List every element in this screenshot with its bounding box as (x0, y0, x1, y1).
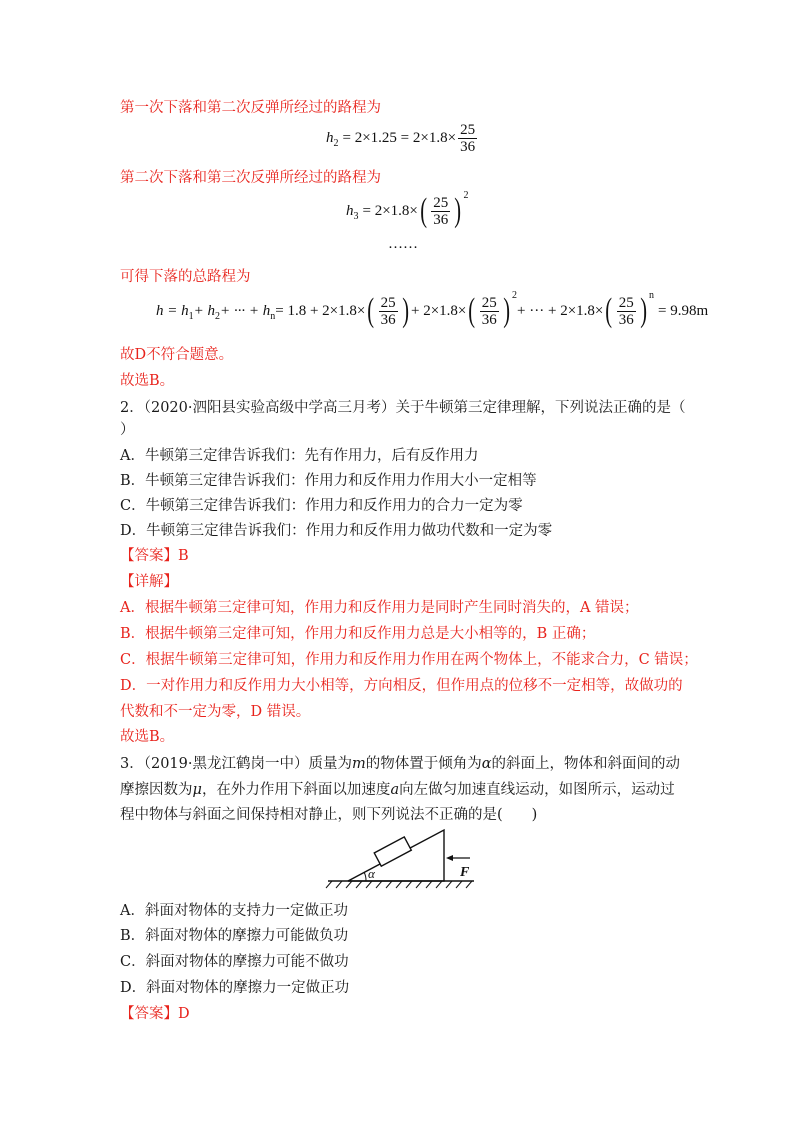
eq-sub: n (270, 310, 276, 322)
solution-conclusion: 故选B。 (120, 373, 175, 389)
option-d: D．斜面对物体的摩擦力一定做正功 (120, 980, 350, 996)
option-c: C．斜面对物体的摩擦力可能不做功 (120, 954, 349, 970)
option-c: C．牛顿第三定律告诉我们：作用力和反作用力的合力一定为零 (120, 498, 523, 514)
stem-text: ，在外力作用下斜面以加速度 (201, 782, 391, 798)
eq-body: = 2×1.25 = 2×1.8× (342, 130, 457, 146)
var-m: m (352, 756, 366, 772)
eq-body: = 2×1.8× (362, 202, 418, 219)
eq-result: = 9.98m (658, 302, 709, 319)
eq-sub: 2 (333, 138, 339, 149)
stem-text: 向左做匀加速直线运动，如图所示，运动过 (399, 782, 675, 798)
detail-line: B．根据牛顿第三定律可知，作用力和反作用力总是大小相等的，B 正确； (120, 626, 596, 642)
question-3-stem-line1 (120, 752, 680, 773)
eq-var: h (326, 130, 334, 146)
option-a: A．斜面对物体的支持力一定做正功 (120, 903, 348, 919)
eq-sub: 2 (215, 310, 220, 322)
paren-right: ) (401, 292, 409, 329)
exponent: n (649, 289, 655, 301)
detail-line: A．根据牛顿第三定律可知，作用力和反作用力是同时产生同时消失的，A 错误； (120, 600, 639, 616)
numerator: 25 (433, 194, 449, 211)
paren-left: ( (420, 192, 427, 229)
option-d: D．牛顿第三定律告诉我们：作用力和反作用力做功代数和一定为零 (120, 523, 553, 539)
detail-line: C．根据牛顿第三定律可知，作用力和反作用力作用在两个物体上，不能求合力，C 错误； (120, 652, 698, 668)
fraction (617, 295, 636, 328)
fraction (431, 195, 450, 228)
solution-text: 第一次下落和第二次反弹所经过的路程为 (120, 100, 381, 116)
detail-tag: 【详解】 (120, 574, 178, 590)
answer-line (120, 544, 189, 565)
numerator: 25 (481, 294, 497, 311)
eq-part: + ··· + 2×1.8× (517, 302, 604, 319)
denominator: 36 (618, 311, 634, 328)
incline-figure (322, 826, 482, 892)
detail-line: D．一对作用力和反作用力大小相等，方向相反，但作用点的位移不一定相等，故做功的 (120, 678, 683, 694)
ellipsis: …… (388, 236, 418, 252)
option-a: A．牛顿第三定律告诉我们：先有作用力，后有反作用力 (120, 448, 479, 464)
answer-value: B (178, 548, 189, 564)
ground-hatch (326, 881, 472, 888)
denominator: 36 (481, 311, 497, 328)
eq-sub: 3 (353, 210, 359, 222)
numerator: 25 (380, 294, 396, 311)
paren-left: ( (468, 292, 476, 329)
eq-part: + h (193, 302, 215, 319)
denominator: 36 (380, 311, 396, 328)
answer-tag: 【答案】 (120, 1006, 178, 1022)
stem-text: 的斜面上，物体和斜面间的动 (491, 756, 681, 772)
question-2-stem: 2．（2020·泗阳县实验高级中学高三月考）关于牛顿第三定律理解，下列说法正确的是（ (120, 400, 686, 416)
eq-part: = 1.8 + 2×1.8× (275, 302, 366, 319)
paren-right: ) (454, 192, 462, 229)
exponent: 2 (512, 289, 518, 301)
solution-text: 故D不符合题意。 (120, 347, 234, 363)
question-3-stem-line3: 程中物体与斜面之间保持相对静止，则下列说法不正确的是( ) (120, 807, 538, 823)
option-b: B．牛顿第三定律告诉我们：作用力和反作用力作用大小一定相等 (120, 473, 537, 489)
option-b: B．斜面对物体的摩擦力可能做负功 (120, 928, 349, 944)
answer-value: D (178, 1006, 190, 1022)
eq-sub: 1 (188, 310, 194, 322)
eq-var: h (346, 202, 354, 219)
detail-line: 代数和不一定为零，D 错误。 (120, 704, 311, 720)
var-alpha: α (481, 756, 492, 772)
question-2-stem-end: ） (120, 422, 135, 438)
force-arrowhead (446, 855, 453, 861)
stem-text: 的物体置于倾角为 (365, 756, 482, 772)
exponent: 2 (463, 189, 469, 201)
eq-part: h = h (156, 302, 189, 319)
fraction (379, 295, 398, 328)
solution-text: 第二次下落和第三次反弹所经过的路程为 (120, 170, 381, 186)
eq-part: + 2×1.8× (411, 302, 467, 319)
stem-text: 摩擦因数为 (120, 782, 193, 798)
answer-tag: 【答案】 (120, 548, 178, 564)
paren-left: ( (367, 292, 375, 329)
force-label: F (460, 865, 470, 880)
angle-label: α (368, 866, 375, 881)
var-a: a (390, 782, 400, 798)
equation-h3 (346, 189, 469, 229)
equation-total (156, 289, 709, 329)
fraction (480, 295, 499, 328)
denominator: 36 (460, 139, 476, 155)
stem-text: 3．（2019·黑龙江鹤岗一中）质量为 (120, 756, 352, 772)
paren-right: ) (502, 292, 510, 329)
denominator: 36 (433, 211, 449, 228)
question-3-stem-line2 (120, 778, 675, 799)
equation-h2 (326, 122, 479, 155)
var-mu: μ (192, 782, 202, 798)
numerator: 25 (460, 122, 476, 138)
numerator: 25 (618, 294, 634, 311)
solution-conclusion: 故选B。 (120, 729, 175, 745)
solution-text: 可得下落的总路程为 (120, 269, 251, 285)
block (374, 837, 411, 866)
eq-part: + ··· + h (220, 302, 271, 319)
paren-left: ( (605, 292, 613, 329)
paren-right: ) (639, 292, 647, 329)
answer-line (120, 1002, 190, 1023)
fraction (458, 122, 477, 155)
angle-arc (364, 872, 366, 881)
